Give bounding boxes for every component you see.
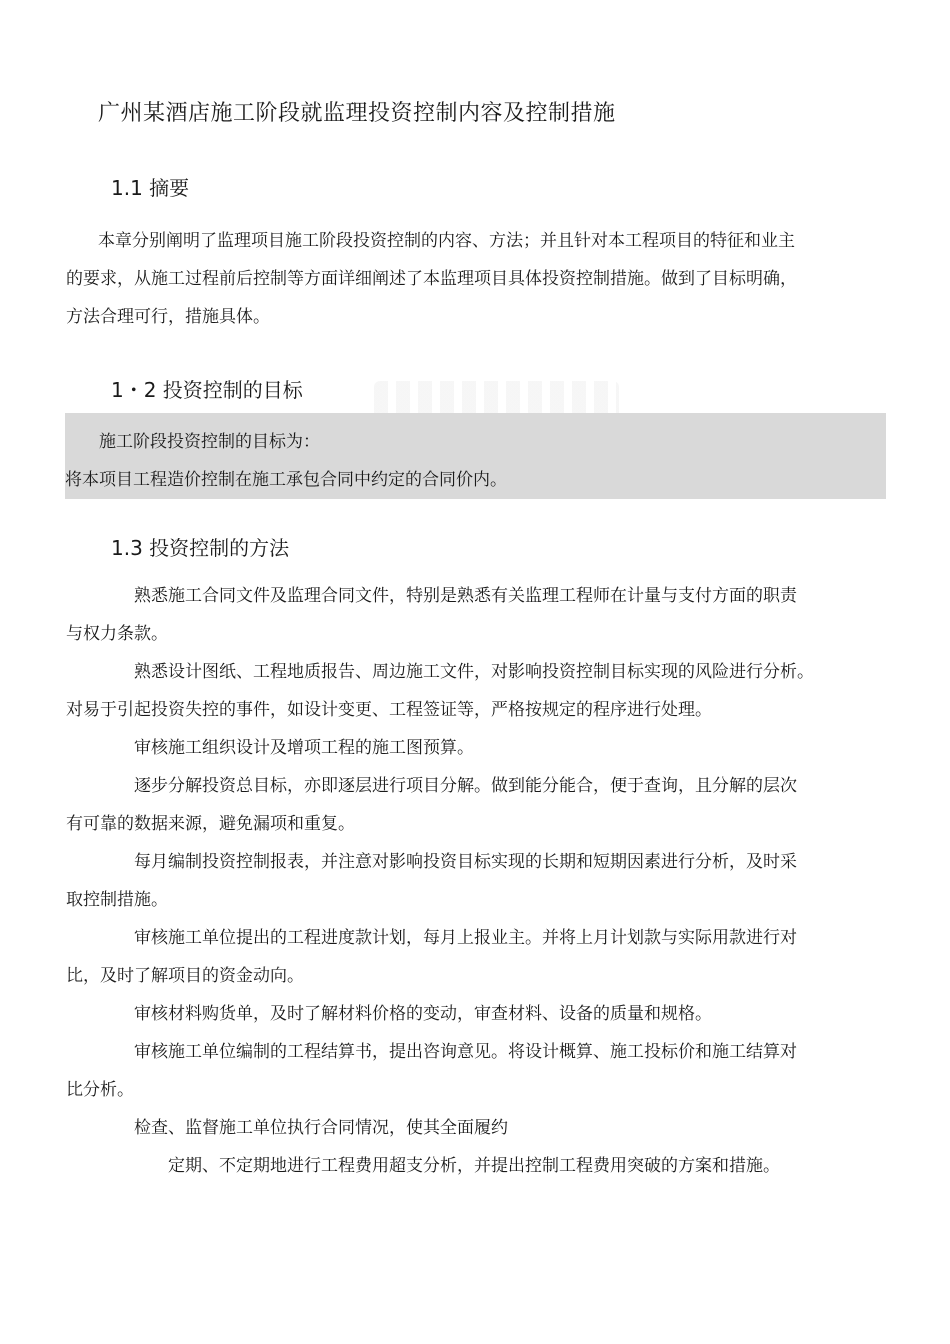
section-1-2-heading: 1・2 投资控制的目标 bbox=[111, 378, 303, 402]
method-line: 检查、监督施工单位执行合同情况，使其全面履约 bbox=[134, 1118, 508, 1138]
paragraph-line: 的要求，从施工过程前后控制等方面详细阐述了本监理项目具体投资控制措施。做到了目标明确， bbox=[66, 269, 797, 289]
section-1-3-paragraph bbox=[66, 577, 892, 1185]
method-line: 逐步分解投资总目标，亦即逐层进行项目分解。做到能分能合，便于查询，且分解的层次 bbox=[134, 776, 797, 796]
method-line: 对易于引起投资失控的事件，如设计变更、工程签证等，严格按规定的程序进行处理。 bbox=[66, 700, 712, 720]
paragraph-line: 本章分别阐明了监理项目施工阶段投资控制的内容、方法；并且针对本工程项目的特征和业主 bbox=[98, 231, 795, 251]
target-intro: 施工阶段投资控制的目标为： bbox=[99, 432, 320, 452]
section-1-1-heading: 1.1 摘要 bbox=[111, 176, 190, 200]
method-line: 审核施工单位提出的工程进度款计划，每月上报业主。并将上月计划款与实际用款进行对 bbox=[134, 928, 797, 948]
paragraph-line: 方法合理可行，措施具体。 bbox=[66, 307, 270, 327]
document-title: 广州某酒店施工阶段就监理投资控制内容及控制措施 bbox=[98, 101, 616, 126]
method-line: 定期、不定期地进行工程费用超支分析，并提出控制工程费用突破的方案和措施。 bbox=[168, 1156, 780, 1176]
method-line: 比，及时了解项目的资金动向。 bbox=[66, 966, 304, 986]
method-line: 有可靠的数据来源，避免漏项和重复。 bbox=[66, 814, 355, 834]
section-1-1-paragraph bbox=[66, 222, 892, 336]
section-1-3-heading: 1.3 投资控制的方法 bbox=[111, 536, 290, 560]
method-line: 比分析。 bbox=[66, 1080, 134, 1100]
method-line: 熟悉施工合同文件及监理合同文件，特别是熟悉有关监理工程师在计量与支付方面的职责 bbox=[134, 586, 797, 606]
method-line: 审核施工组织设计及增项工程的施工图预算。 bbox=[134, 738, 474, 758]
method-line: 审核材料购货单，及时了解材料价格的变动，审查材料、设备的质量和规格。 bbox=[134, 1004, 712, 1024]
method-line: 取控制措施。 bbox=[66, 890, 168, 910]
target-statement: 将本项目工程造价控制在施工承包合同中约定的合同价内。 bbox=[65, 470, 507, 490]
method-line: 每月编制投资控制报表，并注意对影响投资目标实现的长期和短期因素进行分析，及时采 bbox=[134, 852, 797, 872]
method-line: 审核施工单位编制的工程结算书，提出咨询意见。将设计概算、施工投标价和施工结算对 bbox=[134, 1042, 797, 1062]
target-highlight-box bbox=[65, 413, 886, 499]
method-line: 熟悉设计图纸、工程地质报告、周边施工文件，对影响投资控制目标实现的风险进行分析。 bbox=[134, 662, 814, 682]
method-line: 与权力条款。 bbox=[66, 624, 168, 644]
